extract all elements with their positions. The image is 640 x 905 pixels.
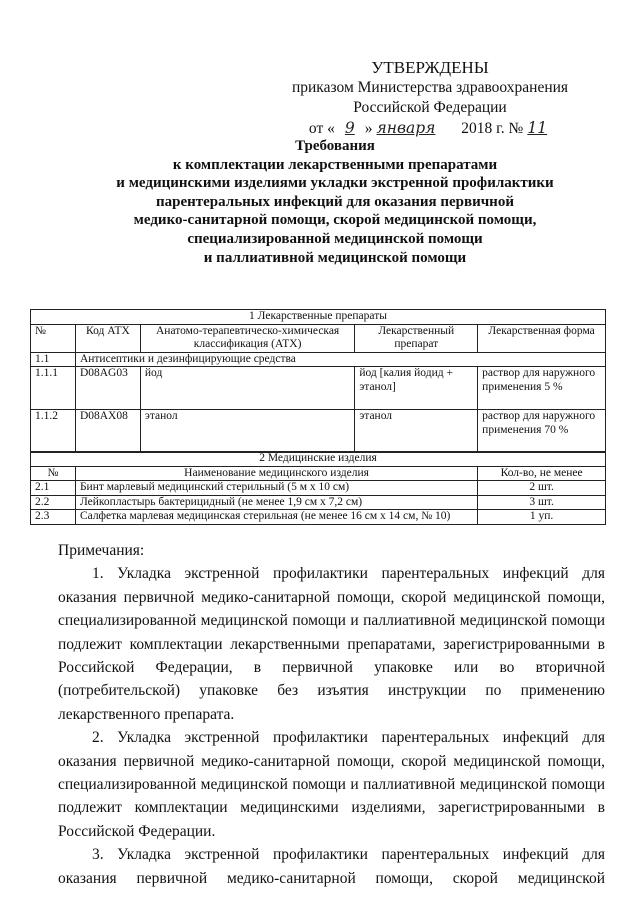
approval-heading: УТВЕРЖДЕНЫ: [371, 58, 489, 77]
title-line: специализированной медицинской помощи: [187, 230, 483, 247]
date-month: января: [376, 119, 436, 137]
header-cell: Кол-во, не менее: [478, 466, 606, 481]
table-row: [31, 510, 606, 525]
cell: 2.3: [31, 510, 76, 525]
date-mid: »: [364, 120, 373, 137]
cell: этанол: [140, 410, 354, 453]
cell: 1.1: [31, 352, 76, 367]
section-heading: 1 Лекарственные препараты: [31, 310, 606, 325]
header-cell: Код АТХ: [75, 324, 140, 352]
cell: 1.1.2: [31, 410, 76, 453]
note-paragraph: 2. Укладка экстренной профилактики парентеральных инфекций для оказания первичной медико-санитарной помощи, скорой медицинской помощи, специализированной медицинской помощи и паллиативной медицинской помощи подлежит комплектации медицинскими изделиями, зарегистрированными в Российской Федерации.: [58, 729, 605, 840]
header-cell: Лекарственная форма: [478, 324, 606, 352]
cell: этанол: [355, 410, 478, 453]
section-heading: 2 Медицинские изделия: [31, 452, 606, 467]
header-cell: №: [31, 324, 76, 352]
approval-block: [280, 58, 580, 139]
cell: Лейкопластырь бактерицидный (не менее 1,9 см x 7,2 см): [75, 495, 477, 510]
table-row: [31, 410, 606, 453]
title-line: и паллиативной медицинской помощи: [203, 249, 467, 266]
cell: 1.1.1: [31, 367, 76, 410]
date-year: 2018 г. №: [461, 120, 524, 137]
header-cell: №: [31, 466, 76, 481]
cell: раствор для наружного применения 70 %: [478, 410, 606, 453]
cell: 2 шт.: [478, 481, 606, 496]
approval-line2: Российской Федерации: [353, 99, 507, 116]
table-row: [31, 352, 606, 367]
date-prefix: от «: [308, 120, 335, 137]
date-day: 9: [344, 119, 355, 137]
header-cell: Лекарственный препарат: [355, 324, 478, 352]
cell: 2.1: [31, 481, 76, 496]
cell: 3 шт.: [478, 495, 606, 510]
medical-devices-table: [30, 451, 606, 525]
title-line: к комплектации лекарственными препаратами: [172, 156, 498, 173]
cell: йод [калия йодид + этанол]: [355, 367, 478, 410]
cell: Бинт марлевый медицинский стерильный (5 м x 10 см): [75, 481, 477, 496]
cell: 1 уп.: [478, 510, 606, 525]
notes-heading: Примечания:: [58, 542, 145, 559]
cell: 2.2: [31, 495, 76, 510]
notes-section: [58, 539, 605, 890]
approval-line1: приказом Министерства здравоохранения: [291, 79, 569, 96]
cell: D08AG03: [75, 367, 140, 410]
cell: D08AX08: [75, 410, 140, 453]
header-cell: Анатомо-терапевтическо-химическая классификация (АТХ): [140, 324, 354, 352]
title-line: парентеральных инфекций для оказания первичной: [156, 193, 514, 210]
cell: Салфетка марлевая медицинская стерильная (не менее 16 см x 14 см, № 10): [75, 510, 477, 525]
cell: йод: [140, 367, 354, 410]
document-title: [40, 137, 630, 267]
note-paragraph: 1. Укладка экстренной профилактики парентеральных инфекций для оказания первичной медико-санитарной помощи, скорой медицинской помощи, специализированной медицинской помощи и паллиативной медицинской помощи подлежит комплектации лекарственными препаратами, зарегистрированными в Российской Федерации, в первичной упаковке или во вторичной (потребительской) упаковке без изъятия инструкции по применению лекарственного препарата.: [58, 565, 605, 723]
title-line: Требования: [295, 138, 375, 154]
table-row: [31, 495, 606, 510]
table-row: [31, 367, 606, 410]
cell: Антисептики и дезинфицирующие средства: [75, 352, 605, 367]
cell: раствор для наружного применения 5 %: [478, 367, 606, 410]
approval-date: [280, 118, 580, 139]
order-number: 11: [527, 119, 548, 137]
title-line: и медицинскими изделиями укладки экстренной профилактики: [116, 175, 554, 192]
title-line: медико-санитарной помощи, скорой медицинской помощи,: [133, 212, 537, 229]
table-row: [31, 481, 606, 496]
medicines-table: [30, 309, 606, 453]
header-cell: Наименование медицинского изделия: [75, 466, 477, 481]
note-paragraph: 3. Укладка экстренной профилактики парентеральных инфекций для оказания первичной медико-санитарной помощи, скорой медицинской: [58, 846, 605, 887]
